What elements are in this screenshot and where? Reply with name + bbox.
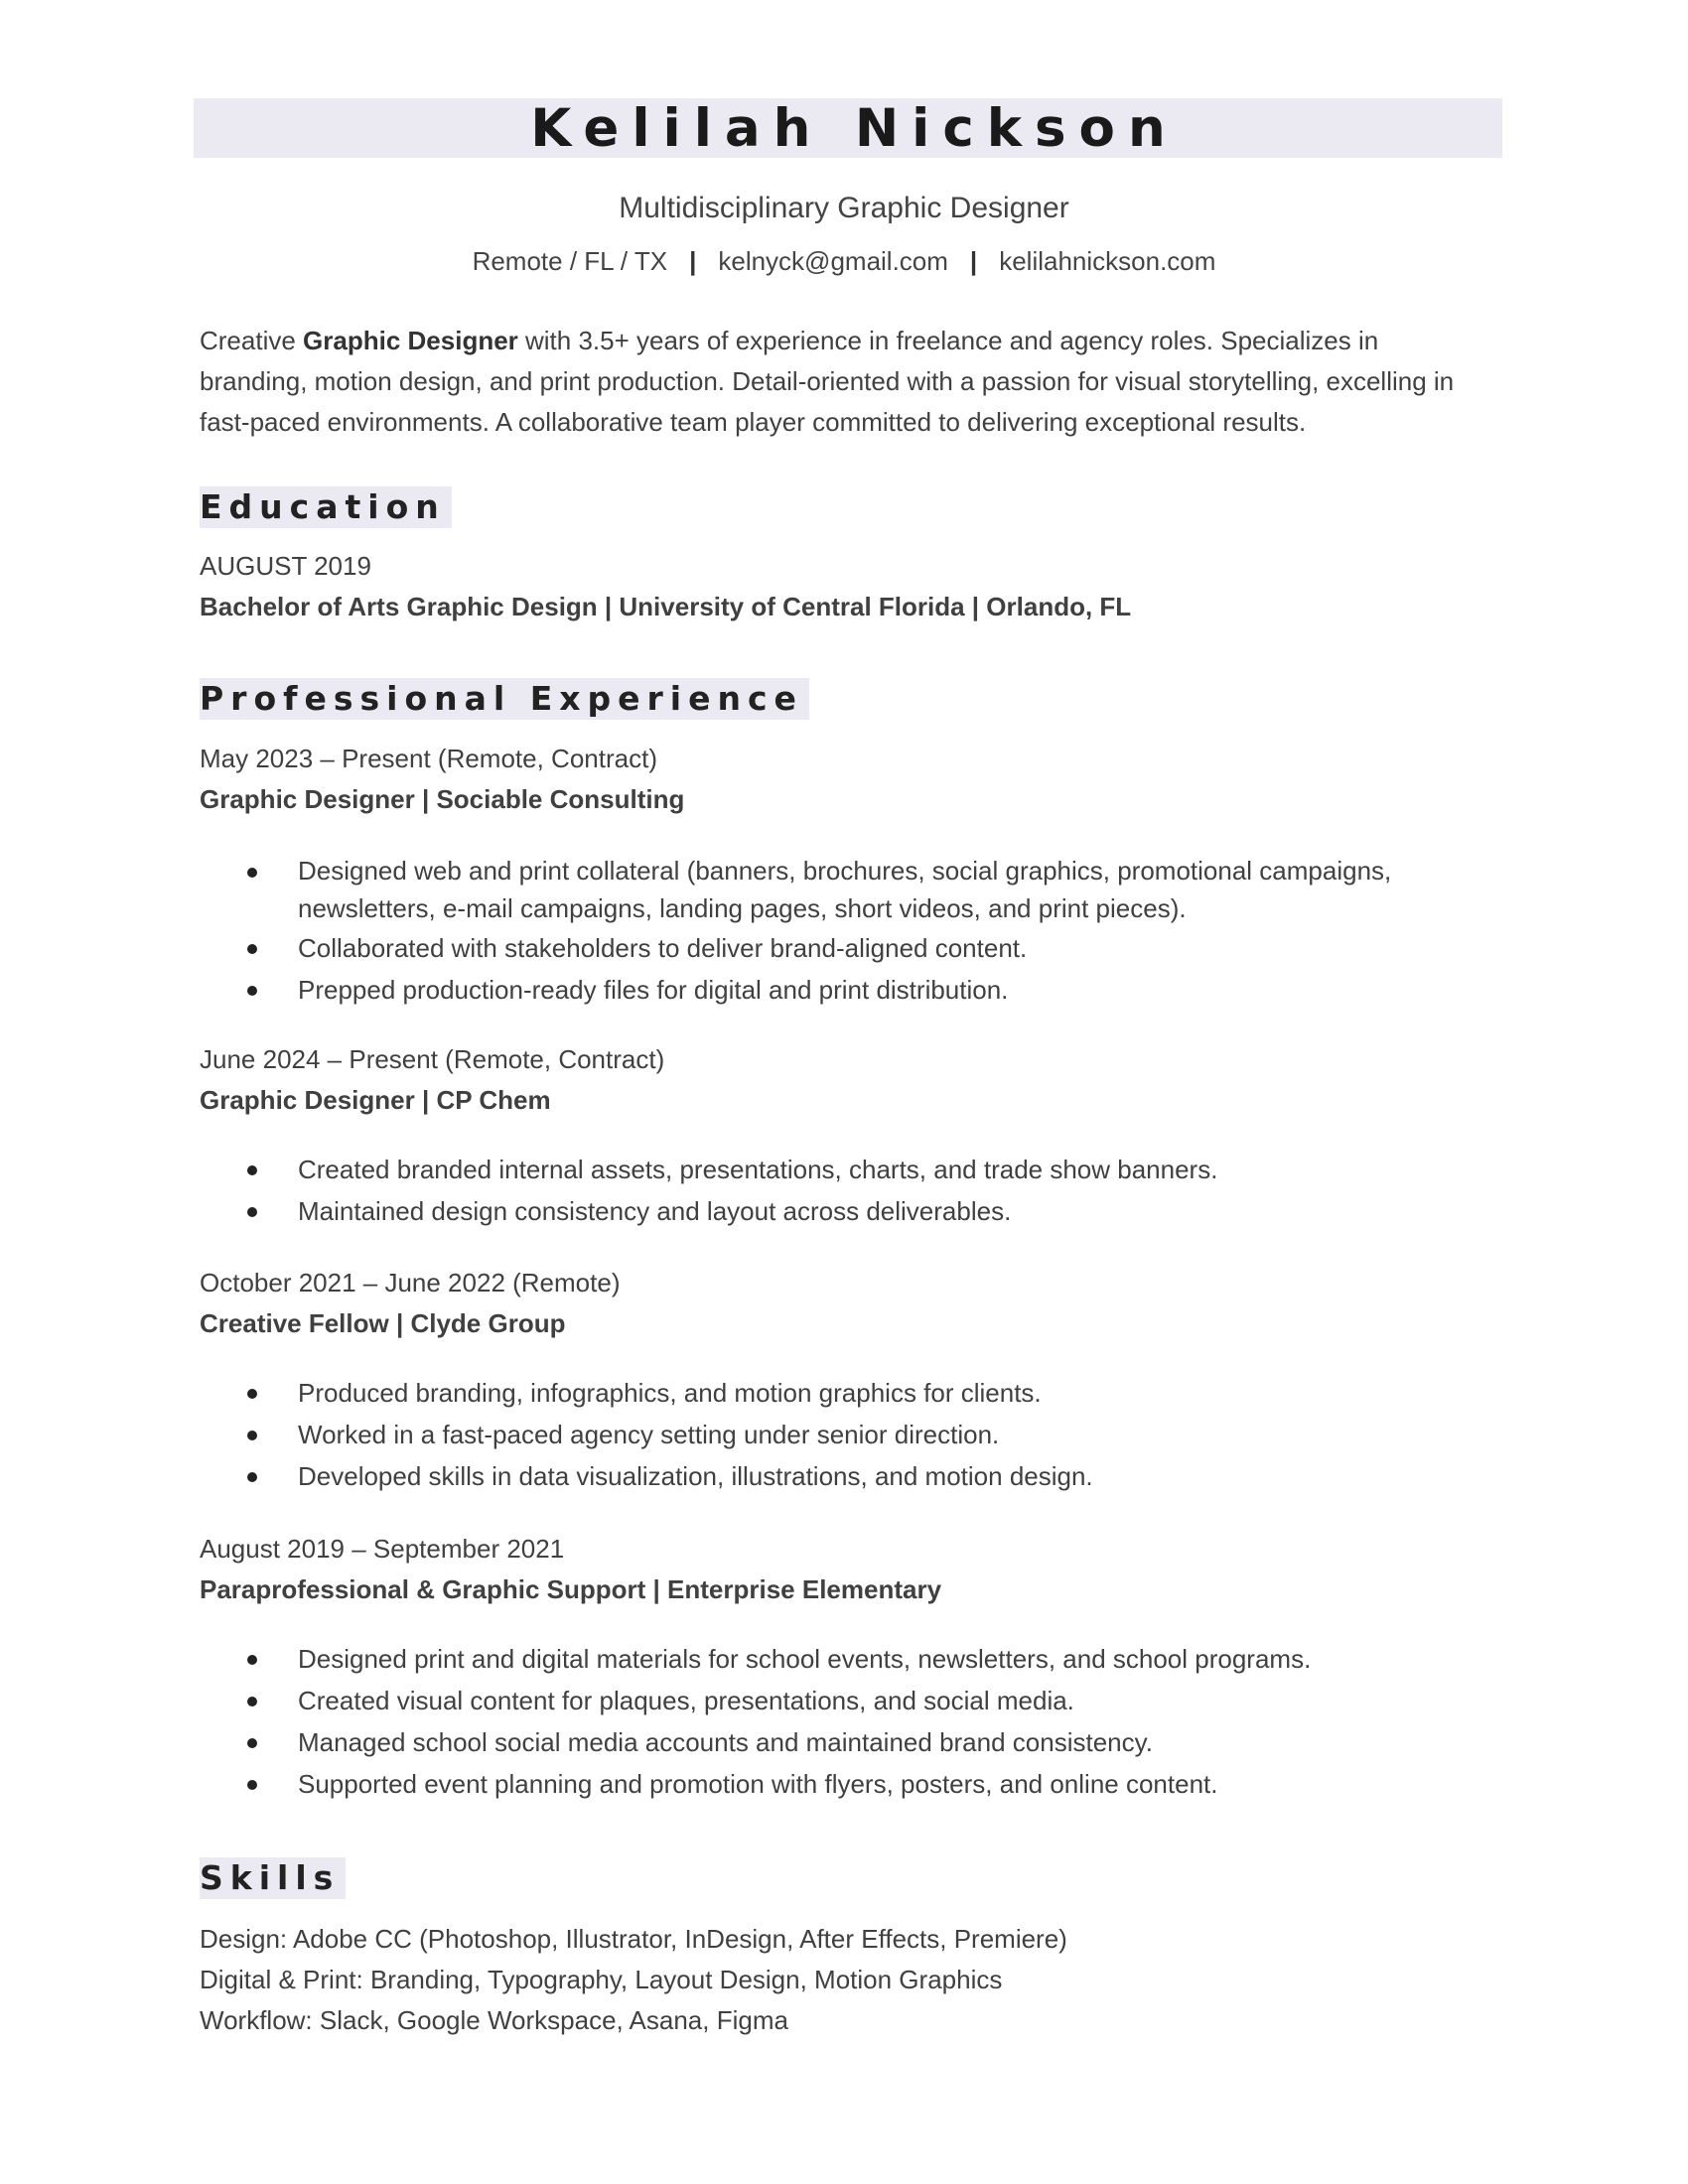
education-date: AUGUST 2019	[200, 551, 371, 581]
job-bullet-list	[200, 1639, 1441, 1806]
list-item: Designed web and print collateral (banners, brochures, social graphics, promotional campaigns, newsletters, e-mail campaigns, landing pages, short videos, and print pieces).	[200, 852, 1441, 927]
list-item: Supported event planning and promotion with flyers, posters, and online content.	[200, 1764, 1441, 1805]
name-banner	[194, 98, 1502, 158]
contact-separator: |	[969, 246, 978, 276]
list-item: Maintained design consistency and layout across deliverables.	[200, 1191, 1441, 1232]
job-dates: August 2019 – September 2021	[200, 1534, 565, 1564]
job-role: Paraprofessional & Graphic Support | Enterprise Elementary	[200, 1574, 942, 1604]
contact-separator: |	[689, 246, 697, 276]
list-item: Created visual content for plaques, presentations, and social media.	[200, 1681, 1441, 1721]
list-item: Developed skills in data visualization, illustrations, and motion design.	[200, 1456, 1441, 1497]
contact-line	[0, 246, 1688, 277]
list-item: Collaborated with stakeholders to deliver brand-aligned content.	[200, 928, 1441, 969]
summary-paragraph	[200, 321, 1490, 443]
skill-line-design: Design: Adobe CC (Photoshop, Illustrator, InDesign, After Effects, Premiere)	[200, 1924, 1067, 1954]
candidate-name: Kelilah Nickson	[530, 97, 1179, 159]
job-bullet-list	[200, 852, 1441, 1012]
skill-line-workflow: Workflow: Slack, Google Workspace, Asana, Figma	[200, 2005, 788, 2035]
list-item: Created branded internal assets, presentations, charts, and trade show banners.	[200, 1150, 1441, 1190]
list-item: Designed print and digital materials for school events, newsletters, and school programs.	[200, 1639, 1441, 1680]
email-link[interactable]: kelnyck@gmail.com	[718, 246, 948, 276]
job-dates: June 2024 – Present (Remote, Contract)	[200, 1044, 665, 1074]
location: Remote / FL / TX	[472, 246, 668, 276]
list-item: Managed school social media accounts and maintained brand consistency.	[200, 1722, 1441, 1763]
list-item: Prepped production-ready files for digital and print distribution.	[200, 970, 1441, 1011]
skills-heading: Skills	[200, 1857, 346, 1899]
summary-text-bold: Graphic Designer	[303, 326, 518, 355]
job-role: Graphic Designer | CP Chem	[200, 1085, 551, 1115]
education-heading: Education	[200, 486, 452, 528]
job-bullet-list	[200, 1373, 1441, 1498]
list-item: Produced branding, infographics, and motion graphics for clients.	[200, 1373, 1441, 1414]
summary-text-pre: Creative	[200, 326, 304, 355]
job-title: Multidisciplinary Graphic Designer	[619, 192, 1069, 224]
website-link[interactable]: kelilahnickson.com	[999, 246, 1216, 276]
education-degree: Bachelor of Arts Graphic Design | University of Central Florida | Orlando, FL	[200, 592, 1132, 621]
job-role: Creative Fellow | Clyde Group	[200, 1308, 566, 1338]
job-dates: May 2023 – Present (Remote, Contract)	[200, 744, 657, 773]
job-bullet-list	[200, 1150, 1441, 1233]
summary-text-post: with 3.5+ years of experience in freelance and agency roles. Specializes in branding, motion design, and print production. Detail-oriented with a passion for visual storytelling, excelling in fast-paced environments. A collaborative team player committed to delivering exceptional results.	[200, 326, 1455, 437]
list-item: Worked in a fast-paced agency setting under senior direction.	[200, 1415, 1441, 1455]
job-dates: October 2021 – June 2022 (Remote)	[200, 1268, 621, 1297]
skill-line-digital-print: Digital & Print: Branding, Typography, Layout Design, Motion Graphics	[200, 1965, 1003, 1994]
experience-heading: Professional Experience	[200, 678, 809, 720]
job-role: Graphic Designer | Sociable Consulting	[200, 784, 685, 814]
